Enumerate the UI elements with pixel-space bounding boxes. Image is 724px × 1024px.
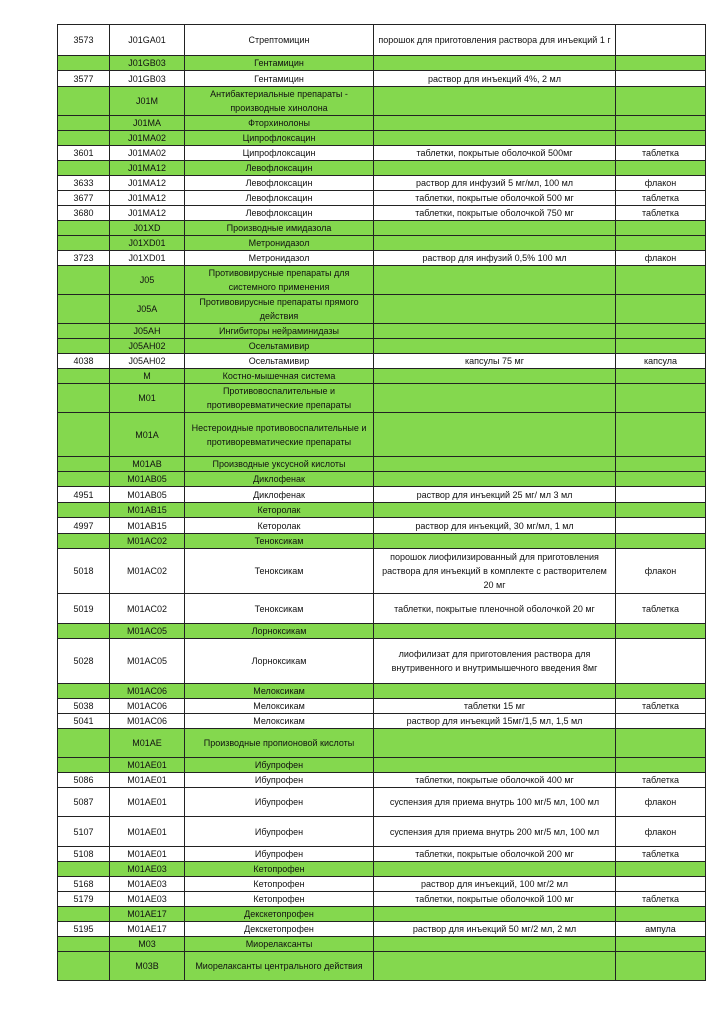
dosage-form-cell: таблетки, покрытые пленочной оболочкой 20 мг	[374, 594, 616, 624]
drug-name-cell: Левофлоксацин	[185, 206, 374, 221]
group-row	[58, 161, 706, 176]
unit-cell: флакон	[616, 788, 706, 817]
unit-cell: ампула	[616, 922, 706, 937]
registry-number-cell: 4038	[58, 354, 110, 369]
atc-code-cell: J01XD01	[110, 236, 185, 251]
unit-cell	[616, 324, 706, 339]
atc-code-cell: M01	[110, 384, 185, 413]
atc-code-cell: J01M	[110, 87, 185, 116]
atc-code-cell: M01AE01	[110, 847, 185, 862]
atc-code-cell: M01AE01	[110, 817, 185, 847]
group-row	[58, 384, 706, 413]
dosage-form-cell: таблетки, покрытые оболочкой 400 мг	[374, 773, 616, 788]
atc-code-cell: M01AC02	[110, 594, 185, 624]
unit-cell	[616, 236, 706, 251]
atc-code-cell: M01AE	[110, 729, 185, 758]
registry-number-cell: 5107	[58, 817, 110, 847]
group-row	[58, 236, 706, 251]
table-row	[58, 788, 706, 817]
dosage-form-cell: раствор для инфузий 5 мг/мл, 100 мл	[374, 176, 616, 191]
dosage-form-cell	[374, 221, 616, 236]
unit-cell	[616, 295, 706, 324]
atc-code-cell: M01AE03	[110, 862, 185, 877]
unit-cell: таблетка	[616, 146, 706, 161]
registry-number-cell	[58, 369, 110, 384]
registry-number-cell: 5019	[58, 594, 110, 624]
dosage-form-cell	[374, 87, 616, 116]
drug-name-cell: Кетопрофен	[185, 892, 374, 907]
unit-cell	[616, 472, 706, 487]
unit-cell	[616, 384, 706, 413]
unit-cell: флакон	[616, 549, 706, 594]
dosage-form-cell: таблетки, покрытые оболочкой 750 мг	[374, 206, 616, 221]
atc-code-cell: M03	[110, 937, 185, 952]
dosage-form-cell	[374, 624, 616, 639]
dosage-form-cell	[374, 937, 616, 952]
unit-cell	[616, 71, 706, 87]
drug-name-cell: Осельтамивир	[185, 339, 374, 354]
group-row	[58, 472, 706, 487]
drug-name-cell: Левофлоксацин	[185, 161, 374, 176]
registry-number-cell	[58, 472, 110, 487]
atc-code-cell: M01AE01	[110, 773, 185, 788]
unit-cell	[616, 758, 706, 773]
registry-number-cell	[58, 937, 110, 952]
registry-number-cell: 3723	[58, 251, 110, 266]
atc-code-cell: M01AC06	[110, 684, 185, 699]
registry-number-cell: 4951	[58, 487, 110, 503]
drug-name-cell: Мелоксикам	[185, 699, 374, 714]
registry-number-cell	[58, 266, 110, 295]
table-row	[58, 206, 706, 221]
drug-name-cell: Теноксикам	[185, 534, 374, 549]
table-row	[58, 251, 706, 266]
atc-code-cell: M01AC02	[110, 534, 185, 549]
group-row	[58, 116, 706, 131]
drug-name-cell: Фторхинолоны	[185, 116, 374, 131]
atc-code-cell: M01AC05	[110, 639, 185, 684]
dosage-form-cell: раствор для инъекций 25 мг/ мл 3 мл	[374, 487, 616, 503]
unit-cell	[616, 714, 706, 729]
drug-name-cell: Метронидазол	[185, 251, 374, 266]
atc-code-cell: M01A	[110, 413, 185, 457]
registry-number-cell	[58, 503, 110, 518]
dosage-form-cell	[374, 952, 616, 981]
unit-cell: таблетка	[616, 892, 706, 907]
dosage-form-cell	[374, 534, 616, 549]
table-row	[58, 594, 706, 624]
atc-code-cell: M	[110, 369, 185, 384]
registry-number-cell	[58, 295, 110, 324]
group-row	[58, 131, 706, 146]
table-row	[58, 892, 706, 907]
table-row	[58, 487, 706, 503]
drug-name-cell: Производные уксусной кислоты	[185, 457, 374, 472]
registry-number-cell: 3633	[58, 176, 110, 191]
dosage-form-cell: таблетки, покрытые оболочкой 200 мг	[374, 847, 616, 862]
dosage-form-cell: раствор для инъекций 15мг/1,5 мл, 1,5 мл	[374, 714, 616, 729]
unit-cell	[616, 116, 706, 131]
group-row	[58, 937, 706, 952]
drug-name-cell: Лорноксикам	[185, 639, 374, 684]
dosage-form-cell	[374, 131, 616, 146]
group-row	[58, 56, 706, 71]
dosage-form-cell	[374, 266, 616, 295]
registry-number-cell: 5179	[58, 892, 110, 907]
dosage-form-cell	[374, 161, 616, 176]
dosage-form-cell: таблетки 15 мг	[374, 699, 616, 714]
unit-cell	[616, 339, 706, 354]
dosage-form-cell	[374, 758, 616, 773]
table-row	[58, 549, 706, 594]
unit-cell: таблетка	[616, 206, 706, 221]
unit-cell	[616, 413, 706, 457]
drug-name-cell: Стрептомицин	[185, 25, 374, 56]
atc-code-cell: J01GB03	[110, 56, 185, 71]
table-row	[58, 639, 706, 684]
group-row	[58, 534, 706, 549]
table-row	[58, 71, 706, 87]
drug-name-cell: Диклофенак	[185, 487, 374, 503]
atc-code-cell: J01MA12	[110, 191, 185, 206]
registry-number-cell: 3677	[58, 191, 110, 206]
atc-code-cell: M01AB05	[110, 487, 185, 503]
registry-number-cell: 3601	[58, 146, 110, 161]
registry-number-cell: 5087	[58, 788, 110, 817]
table-row	[58, 773, 706, 788]
atc-code-cell: M01AE03	[110, 877, 185, 892]
unit-cell	[616, 534, 706, 549]
dosage-form-cell: таблетки, покрытые оболочкой 500 мг	[374, 191, 616, 206]
table-row	[58, 176, 706, 191]
unit-cell	[616, 56, 706, 71]
drug-name-cell: Осельтамивир	[185, 354, 374, 369]
unit-cell	[616, 487, 706, 503]
atc-code-cell: J05AH02	[110, 339, 185, 354]
atc-code-cell: M01AE01	[110, 758, 185, 773]
table-row	[58, 25, 706, 56]
dosage-form-cell: капсулы 75 мг	[374, 354, 616, 369]
dosage-form-cell: суспензия для приема внутрь 200 мг/5 мл, 100 мл	[374, 817, 616, 847]
unit-cell: капсула	[616, 354, 706, 369]
table-row	[58, 354, 706, 369]
drug-name-cell: Левофлоксацин	[185, 191, 374, 206]
unit-cell	[616, 221, 706, 236]
registry-number-cell	[58, 758, 110, 773]
registry-number-cell	[58, 339, 110, 354]
unit-cell	[616, 25, 706, 56]
atc-code-cell: J01XD	[110, 221, 185, 236]
registry-number-cell: 5038	[58, 699, 110, 714]
unit-cell	[616, 518, 706, 534]
atc-code-cell: J01MA02	[110, 131, 185, 146]
registry-number-cell	[58, 324, 110, 339]
group-row	[58, 503, 706, 518]
atc-code-cell: J05	[110, 266, 185, 295]
unit-cell	[616, 87, 706, 116]
drug-name-cell: Ибупрофен	[185, 817, 374, 847]
atc-code-cell: M01AE01	[110, 788, 185, 817]
group-row	[58, 266, 706, 295]
atc-code-cell: M03B	[110, 952, 185, 981]
atc-code-cell: M01AB15	[110, 518, 185, 534]
table-row	[58, 877, 706, 892]
atc-code-cell: M01AE03	[110, 892, 185, 907]
dosage-form-cell: порошок для приготовления раствора для инъекций 1 г	[374, 25, 616, 56]
group-row	[58, 87, 706, 116]
unit-cell: таблетка	[616, 773, 706, 788]
drug-name-cell: Диклофенак	[185, 472, 374, 487]
group-row	[58, 684, 706, 699]
registry-number-cell	[58, 384, 110, 413]
drug-name-cell: Ибупрофен	[185, 788, 374, 817]
atc-code-cell: J01MA	[110, 116, 185, 131]
table-row	[58, 518, 706, 534]
registry-number-cell	[58, 161, 110, 176]
dosage-form-cell	[374, 324, 616, 339]
unit-cell	[616, 624, 706, 639]
dosage-form-cell: таблетки, покрытые оболочкой 100 мг	[374, 892, 616, 907]
unit-cell: таблетка	[616, 847, 706, 862]
dosage-form-cell	[374, 472, 616, 487]
unit-cell	[616, 369, 706, 384]
drug-name-cell: Производные пропионовой кислоты	[185, 729, 374, 758]
unit-cell: флакон	[616, 251, 706, 266]
drug-name-cell: Мелоксикам	[185, 684, 374, 699]
atc-code-cell: M01AE17	[110, 907, 185, 922]
group-row	[58, 457, 706, 472]
registry-number-cell	[58, 116, 110, 131]
dosage-form-cell	[374, 339, 616, 354]
drug-name-cell: Гентамицин	[185, 56, 374, 71]
atc-code-cell: J01MA12	[110, 206, 185, 221]
drug-name-cell: Ципрофлоксацин	[185, 131, 374, 146]
drug-name-cell: Мелоксикам	[185, 714, 374, 729]
drug-name-cell: Антибактериальные препараты - производные хинолона	[185, 87, 374, 116]
table-row	[58, 699, 706, 714]
table-row	[58, 817, 706, 847]
group-row	[58, 324, 706, 339]
group-row	[58, 729, 706, 758]
unit-cell	[616, 131, 706, 146]
drug-name-cell: Противовирусные препараты для системного применения	[185, 266, 374, 295]
dosage-form-cell	[374, 862, 616, 877]
dosage-form-cell	[374, 236, 616, 251]
drug-name-cell: Лорноксикам	[185, 624, 374, 639]
group-row	[58, 624, 706, 639]
drug-name-cell: Теноксикам	[185, 549, 374, 594]
atc-code-cell: J05AH	[110, 324, 185, 339]
dosage-form-cell	[374, 384, 616, 413]
drug-name-cell: Противовоспалительные и противоревматические препараты	[185, 384, 374, 413]
atc-code-cell: J01XD01	[110, 251, 185, 266]
dosage-form-cell	[374, 56, 616, 71]
dosage-form-cell	[374, 729, 616, 758]
drug-name-cell: Ибупрофен	[185, 847, 374, 862]
registry-number-cell	[58, 624, 110, 639]
dosage-form-cell	[374, 413, 616, 457]
dosage-form-cell: лиофилизат для приготовления раствора для внутривенного и внутримышечного введения 8мг	[374, 639, 616, 684]
unit-cell: флакон	[616, 176, 706, 191]
unit-cell	[616, 503, 706, 518]
dosage-form-cell	[374, 907, 616, 922]
dosage-form-cell	[374, 369, 616, 384]
drug-name-cell: Противовирусные препараты прямого действия	[185, 295, 374, 324]
drug-name-cell: Декскетопрофен	[185, 922, 374, 937]
drug-name-cell: Миорелаксанты	[185, 937, 374, 952]
registry-number-cell: 5086	[58, 773, 110, 788]
drug-name-cell: Декскетопрофен	[185, 907, 374, 922]
unit-cell	[616, 639, 706, 684]
registry-number-cell	[58, 907, 110, 922]
unit-cell	[616, 729, 706, 758]
registry-number-cell	[58, 729, 110, 758]
registry-number-cell: 3577	[58, 71, 110, 87]
dosage-form-cell: раствор для инъекций, 30 мг/мл, 1 мл	[374, 518, 616, 534]
dosage-form-cell	[374, 503, 616, 518]
table-row	[58, 922, 706, 937]
registry-number-cell: 5195	[58, 922, 110, 937]
group-row	[58, 339, 706, 354]
unit-cell	[616, 907, 706, 922]
unit-cell: таблетка	[616, 191, 706, 206]
dosage-form-cell	[374, 295, 616, 324]
unit-cell: таблетка	[616, 699, 706, 714]
registry-number-cell	[58, 952, 110, 981]
registry-number-cell	[58, 56, 110, 71]
unit-cell	[616, 266, 706, 295]
drug-name-cell: Левофлоксацин	[185, 176, 374, 191]
table-row	[58, 146, 706, 161]
registry-number-cell	[58, 684, 110, 699]
atc-code-cell: M01AC06	[110, 699, 185, 714]
unit-cell	[616, 862, 706, 877]
registry-number-cell: 3680	[58, 206, 110, 221]
registry-number-cell	[58, 221, 110, 236]
dosage-form-cell: раствор для инъекций 50 мг/2 мл, 2 мл	[374, 922, 616, 937]
unit-cell	[616, 937, 706, 952]
atc-code-cell: M01AB	[110, 457, 185, 472]
atc-code-cell: M01AC02	[110, 549, 185, 594]
unit-cell	[616, 161, 706, 176]
registry-number-cell: 5108	[58, 847, 110, 862]
unit-cell	[616, 684, 706, 699]
drug-name-cell: Кеторолак	[185, 518, 374, 534]
drug-name-cell: Ингибиторы нейраминидазы	[185, 324, 374, 339]
registry-number-cell	[58, 862, 110, 877]
group-row	[58, 413, 706, 457]
registry-number-cell: 4997	[58, 518, 110, 534]
registry-number-cell	[58, 131, 110, 146]
registry-number-cell: 5018	[58, 549, 110, 594]
dosage-form-cell	[374, 116, 616, 131]
dosage-form-cell: суспензия для приема внутрь 100 мг/5 мл, 100 мл	[374, 788, 616, 817]
atc-code-cell: M01AE17	[110, 922, 185, 937]
dosage-form-cell: порошок лиофилизированный для приготовления раствора для инъекций в комплекте с растворителем 20 мг	[374, 549, 616, 594]
unit-cell	[616, 457, 706, 472]
group-row	[58, 758, 706, 773]
group-row	[58, 952, 706, 981]
dosage-form-cell: раствор для инъекций, 100 мг/2 мл	[374, 877, 616, 892]
registry-number-cell	[58, 236, 110, 251]
dosage-form-cell: раствор для инфузий 0,5% 100 мл	[374, 251, 616, 266]
drug-table	[57, 24, 706, 981]
group-row	[58, 907, 706, 922]
unit-cell: таблетка	[616, 594, 706, 624]
drug-name-cell: Производные имидазола	[185, 221, 374, 236]
group-row	[58, 221, 706, 236]
atc-code-cell: J05AH02	[110, 354, 185, 369]
drug-name-cell: Гентамицин	[185, 71, 374, 87]
registry-number-cell: 5028	[58, 639, 110, 684]
table-row	[58, 714, 706, 729]
drug-name-cell: Нестероидные противовоспалительные и противоревматические препараты	[185, 413, 374, 457]
drug-name-cell: Ципрофлоксацин	[185, 146, 374, 161]
unit-cell: флакон	[616, 817, 706, 847]
atc-code-cell: J05A	[110, 295, 185, 324]
dosage-form-cell: раствор для инъекций 4%, 2 мл	[374, 71, 616, 87]
drug-name-cell: Ибупрофен	[185, 773, 374, 788]
drug-name-cell: Кетопрофен	[185, 862, 374, 877]
atc-code-cell: M01AC05	[110, 624, 185, 639]
drug-name-cell: Метронидазол	[185, 236, 374, 251]
unit-cell	[616, 952, 706, 981]
registry-number-cell	[58, 413, 110, 457]
table-row	[58, 191, 706, 206]
atc-code-cell: J01GB03	[110, 71, 185, 87]
registry-number-cell	[58, 87, 110, 116]
drug-name-cell: Костно-мышечная система	[185, 369, 374, 384]
atc-code-cell: M01AC06	[110, 714, 185, 729]
registry-number-cell: 5168	[58, 877, 110, 892]
group-row	[58, 862, 706, 877]
drug-name-cell: Миорелаксанты центрального действия	[185, 952, 374, 981]
group-row	[58, 369, 706, 384]
unit-cell	[616, 877, 706, 892]
atc-code-cell: J01MA12	[110, 176, 185, 191]
dosage-form-cell	[374, 684, 616, 699]
drug-name-cell: Ибупрофен	[185, 758, 374, 773]
atc-code-cell: M01AB05	[110, 472, 185, 487]
table-row	[58, 847, 706, 862]
atc-code-cell: J01GA01	[110, 25, 185, 56]
registry-number-cell	[58, 534, 110, 549]
dosage-form-cell	[374, 457, 616, 472]
drug-name-cell: Кеторолак	[185, 503, 374, 518]
drug-name-cell: Теноксикам	[185, 594, 374, 624]
registry-number-cell: 5041	[58, 714, 110, 729]
drug-name-cell: Кетопрофен	[185, 877, 374, 892]
atc-code-cell: M01AB15	[110, 503, 185, 518]
atc-code-cell: J01MA12	[110, 161, 185, 176]
atc-code-cell: J01MA02	[110, 146, 185, 161]
dosage-form-cell: таблетки, покрытые оболочкой 500мг	[374, 146, 616, 161]
group-row	[58, 295, 706, 324]
registry-number-cell	[58, 457, 110, 472]
registry-number-cell: 3573	[58, 25, 110, 56]
